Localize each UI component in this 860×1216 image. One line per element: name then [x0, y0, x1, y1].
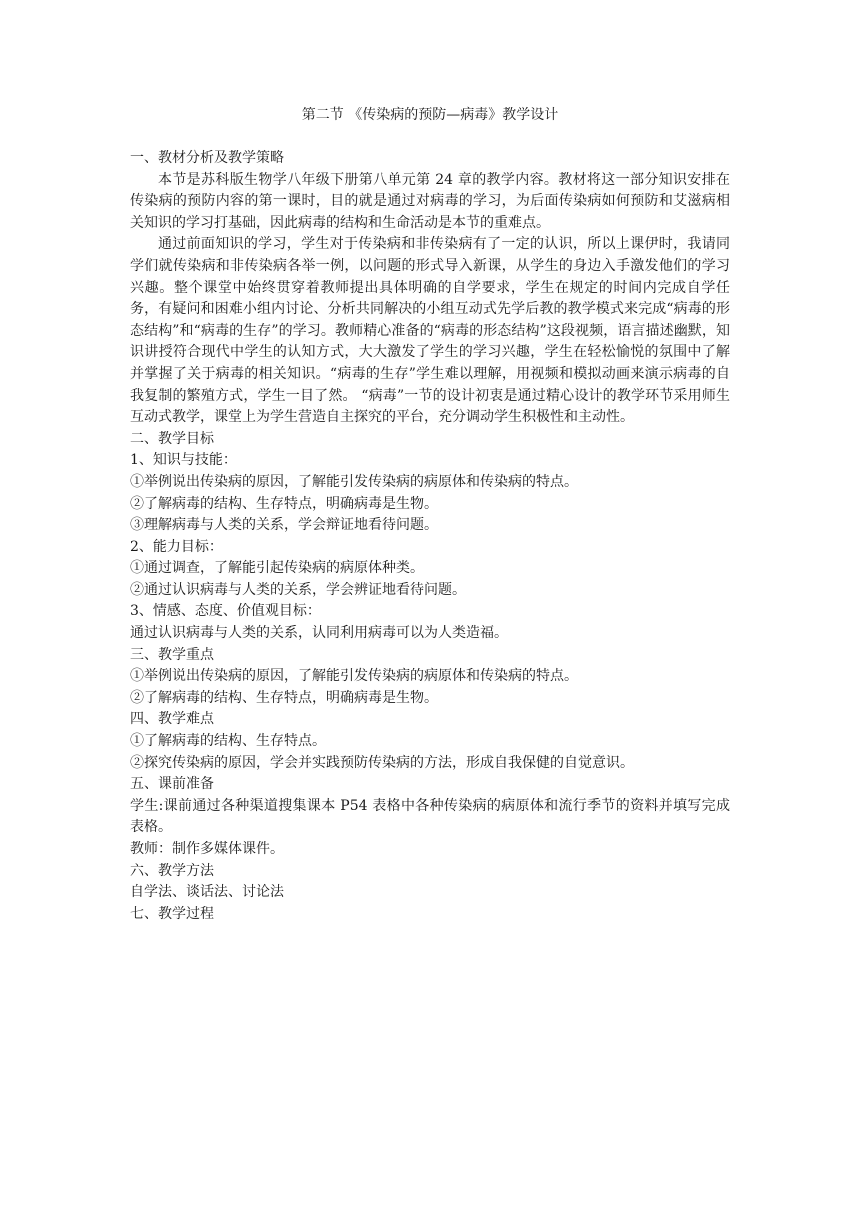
list-item: ②了解病毒的结构、生存特点，明确病毒是生物。: [130, 689, 438, 706]
list-item: ①通过调查，了解能引起传染病的病原体种类。: [130, 560, 424, 577]
document-title: 第二节 《传染病的预防—病毒》教学设计: [301, 107, 559, 123]
section-heading-preparation: 五、课前准备: [130, 776, 214, 793]
section-heading-analysis: 一、教材分析及教学策略: [130, 150, 284, 166]
list-item: ①了解病毒的结构、生存特点。: [130, 733, 326, 750]
subheading-knowledge: 1、知识与技能：: [130, 452, 237, 469]
section-heading-difficulties: 四、教学难点: [130, 711, 214, 728]
list-item: ①举例说出传染病的原因，了解能引发传染病的病原体和传染病的特点。: [130, 668, 578, 685]
list-item: ②通过认识病毒与人类的关系，学会辨证地看待问题。: [130, 581, 466, 598]
body-paragraph: 通过前面知识的学习，学生对于传染病和非传染病有了一定的认识，所以上课伊时，我请同学们就传染病和非传染病各举一例，以问题的形式导入新课，从学生的身边入手激发他们的学习兴趣。整个课堂中始终贯穿着教师提出具体明确的自学要求，学生在规定的时间内完成自学任务，有疑问和困难小组内讨论、分析共同解决的小组互动式先学后教的教学模式来完成“病毒的形态结构”和“病毒的生存”的学习。教师精心准备的“病毒的形态结构”这段视频，语言描述幽默，知识讲授符合现代中学生的认知方式，大大激发了学生的学习兴趣，学生在轻松愉悦的氛围中了解并掌握了关于病毒的相关知识。“病毒的生存”学生难以理解，用视频和模拟动画来演示病毒的自我复制的繁殖方式，学生一目了然。 “病毒”一节的设计初衷是通过精心设计的教学环节采用师生互动式教学，课堂上为学生营造自主探究的平台，充分调动学生积极性和主动性。: [130, 236, 730, 426]
body-paragraph: 本节是苏科版生物学八年级下册第八单元第 24 章的教学内容。教材将这一部分知识安排在传染病的预防内容的第一课时，目的就是通过对病毒的学习，为后面传染病如何预防和艾滋病相关知识的学习打基础，因此病毒的结构和生命活动是本节的重难点。: [130, 171, 730, 231]
subheading-ability: 2、能力目标：: [130, 538, 223, 555]
body-line: 通过认识病毒与人类的关系，认同利用病毒可以为人类造福。: [130, 625, 508, 642]
list-item: ①举例说出传染病的原因，了解能引发传染病的病原体和传染病的特点。: [130, 473, 578, 490]
body-line: 教师：制作多媒体课件。: [130, 841, 284, 857]
list-item: ③理解病毒与人类的关系，学会辩证地看待问题。: [130, 517, 438, 534]
section-heading-process: 七、教学过程: [130, 905, 214, 922]
section-heading-key-points: 三、教学重点: [130, 646, 214, 663]
body-line: 自学法、谈话法、讨论法: [130, 884, 284, 901]
list-item: ②探究传染病的原因，学会并实践预防传染病的方法，形成自我保健的自觉意识。: [130, 754, 634, 771]
document-body: [130, 148, 730, 925]
body-line: 学生:课前通过各种渠道搜集课本 P54 表格中各种传染病的病原体和流行季节的资料并填写完成表格。: [130, 797, 730, 836]
section-heading-objectives: 二、教学目标: [130, 430, 214, 447]
section-heading-methods: 六、教学方法: [130, 862, 214, 879]
subheading-values: 3、情感、态度、价值观目标：: [130, 603, 321, 620]
list-item: ②了解病毒的结构、生存特点，明确病毒是生物。: [130, 495, 438, 512]
